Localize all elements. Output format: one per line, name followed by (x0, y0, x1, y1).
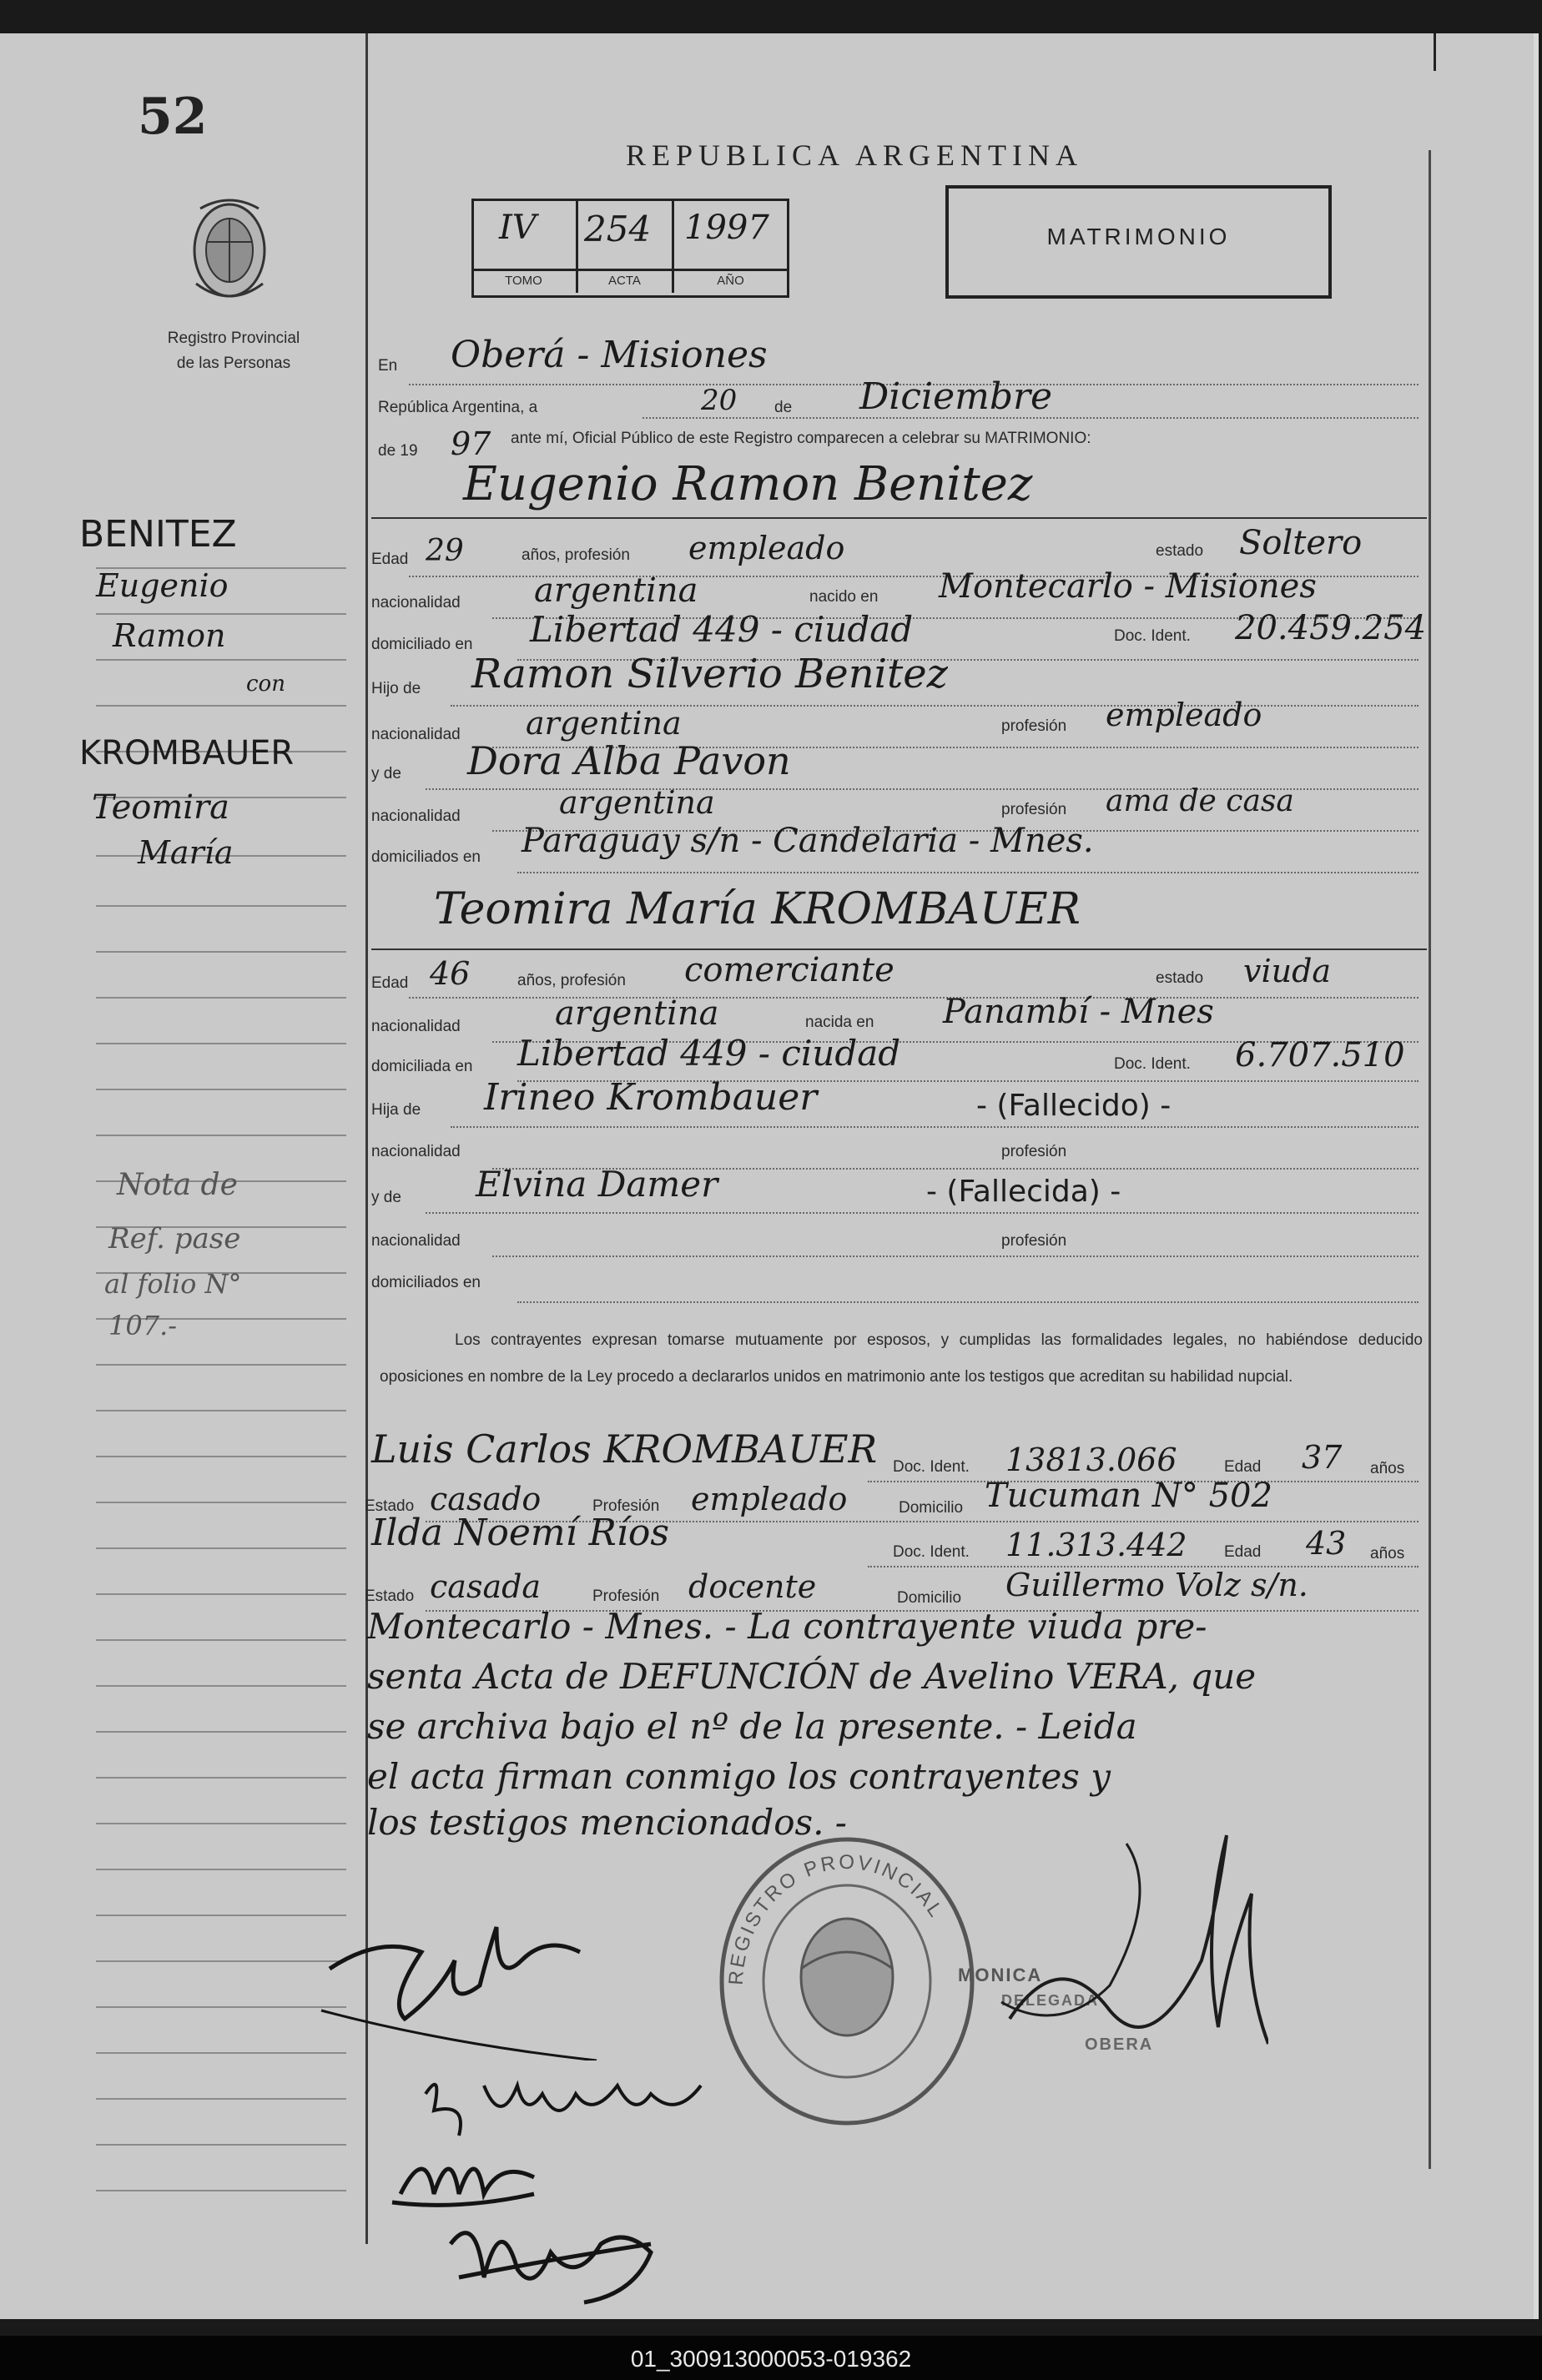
groom-doc: 20.459.254 (1235, 609, 1427, 647)
label-anos-profesion: años, profesión (517, 972, 626, 989)
acta-label: ACTA (608, 274, 641, 288)
groom-father-profession: empleado (1106, 697, 1262, 733)
tomo-label: TOMO (505, 274, 542, 288)
witness2-age: 43 (1306, 1525, 1347, 1562)
page-number: 52 (138, 88, 208, 146)
label-nacionalidad: nacionalidad (371, 1018, 461, 1035)
margin-name-groom-a: Eugenio (96, 567, 229, 604)
label-y-de: y de (371, 765, 401, 782)
right-border (1429, 150, 1431, 2169)
bride-mother-note: - (Fallecida) - (926, 1175, 1121, 1209)
label-estado: Estado (365, 1497, 415, 1515)
groom-mother: Dora Alba Pavon (467, 738, 791, 783)
officer-signature-icon (993, 1810, 1268, 2094)
label-nacida-en: nacida en (805, 1014, 874, 1031)
witness2-doc: 11.313.442 (1005, 1527, 1187, 1563)
bride-status: viuda (1243, 953, 1332, 989)
label-estado: Estado (365, 1588, 415, 1605)
groom-status: Soltero (1239, 524, 1363, 562)
label-anos: años (1370, 1460, 1405, 1477)
label-profesion: Profesión (592, 1588, 660, 1605)
bride-nationality: argentina (555, 994, 719, 1033)
label-de-19: de 19 (378, 442, 418, 460)
place: Oberá - Misiones (451, 334, 768, 376)
witness1-age: 37 (1302, 1439, 1343, 1476)
witness2-profession: docente (688, 1568, 817, 1605)
witness1-name: Luis Carlos KROMBAUER (371, 1426, 878, 1472)
closing-line-1: Montecarlo - Mnes. - La contrayente viuda pre- (367, 1606, 1207, 1647)
witness1-address: Tucuman N° 502 (985, 1477, 1272, 1515)
label-domiciliado-en: domiciliado en (371, 636, 473, 653)
label-domicilio: Domicilio (899, 1499, 964, 1517)
margin-surname-bride: KROMBAUER (79, 734, 295, 772)
stamp-city: OBERA (1085, 2035, 1154, 2054)
groom-name: Eugenio Ramon Benitez (463, 457, 1033, 511)
stamp-name: MONICA (958, 1965, 1043, 1985)
label-anos: años (1370, 1545, 1405, 1562)
label-doc-ident: Doc. Ident. (893, 1458, 970, 1476)
registry-seal-icon (709, 1827, 985, 2136)
bride-father-note: - (Fallecido) - (976, 1089, 1172, 1123)
label-profesion: profesión (1001, 1232, 1067, 1250)
label-edad: Edad (371, 551, 409, 568)
label-hijo-de: Hijo de (371, 680, 421, 697)
label-hija-de: Hija de (371, 1101, 421, 1119)
witness2-address: Guillermo Volz s/n. (1005, 1567, 1308, 1603)
witness1-doc: 13813.066 (1005, 1442, 1177, 1478)
bride-father: Irineo Krombauer (484, 1076, 818, 1119)
groom-father-nationality: argentina (526, 705, 682, 742)
label-edad: Edad (1224, 1458, 1262, 1476)
registry-line2: de las Personas (176, 355, 291, 372)
country-title: REPUBLICA ARGENTINA (626, 138, 1084, 172)
tomo-value: IV (499, 209, 537, 247)
groom-mother-nationality: argentina (559, 784, 715, 821)
label-anos-profesion: años, profesión (522, 546, 630, 564)
right-edge-line (1434, 33, 1436, 71)
label-domiciliados-en: domiciliados en (371, 848, 481, 866)
acta-value: 254 (584, 209, 652, 249)
label-profesion: profesión (1001, 1143, 1067, 1160)
margin-con: con (246, 672, 285, 697)
record-type: MATRIMONIO (1046, 224, 1231, 249)
label-profesion: profesión (1001, 801, 1067, 818)
label-doc-ident: Doc. Ident. (893, 1543, 970, 1561)
bride-profession: comerciante (684, 951, 894, 989)
label-profesion: profesión (1001, 717, 1067, 735)
groom-profession: empleado (688, 530, 845, 566)
label-estado: estado (1156, 969, 1204, 987)
groom-father: Ramon Silverio Benitez (471, 651, 948, 697)
declaration-text: Los contrayentes expresan tomarse mutuamente por esposos, y cumplidas las formalidades legales, no habiéndose deducido oposiciones en nombre de la Ley procedo a declararlos unidos en matrimonio ante los testigos que acreditan su habilidad nupcial. (380, 1331, 1423, 1386)
bride-birthplace: Panambí - Mnes (943, 993, 1214, 1031)
margin-name-groom-b: Ramon (113, 617, 226, 654)
bride-age: 46 (430, 955, 471, 992)
stamp-title: DELEGADA (1001, 1992, 1100, 2009)
groom-nationality: argentina (534, 571, 698, 610)
label-republica: República Argentina, a (378, 399, 538, 416)
label-nacionalidad: nacionalidad (371, 1143, 461, 1160)
label-de: de (774, 399, 793, 416)
witness2-signature-icon (434, 2194, 684, 2311)
groom-signature-icon (313, 1910, 630, 2060)
image-id: 01_300913000053-019362 (630, 2346, 912, 2372)
margin-note-4: 107.- (108, 1310, 178, 1341)
bride-name: Teomira María KROMBAUER (434, 884, 1081, 934)
label-y-de: y de (371, 1189, 401, 1206)
label-profesion: Profesión (592, 1497, 660, 1515)
label-en: En (378, 357, 398, 375)
witness2-name: Ilda Noemí Ríos (371, 1512, 669, 1554)
margin-name-bride-b: María (138, 834, 234, 871)
label-edad: Edad (371, 974, 409, 992)
margin-note-1: Nota de (117, 1168, 238, 1202)
bride-address: Libertad 449 - ciudad (517, 1033, 901, 1074)
bride-mother: Elvina Damer (476, 1164, 718, 1205)
margin-note-2: Ref. pase (108, 1222, 241, 1255)
label-doc-ident: Doc. Ident. (1114, 1055, 1191, 1073)
label-domiciliados-en: domiciliados en (371, 1274, 481, 1291)
seal-text: REGISTRO PROVINCIAL (724, 1850, 949, 1986)
label-ante: ante mí, Oficial Público de este Registro comparecen a celebrar su MATRIMONIO: (511, 430, 1091, 447)
closing-line-3: se archiva bajo el nº de la presente. - Leida (367, 1706, 1137, 1747)
closing-line-5: los testigos mencionados. - (367, 1802, 847, 1843)
label-estado: estado (1156, 542, 1204, 560)
witness1-status: casado (430, 1481, 542, 1517)
label-doc-ident: Doc. Ident. (1114, 627, 1191, 645)
groom-address: Libertad 449 - ciudad (530, 609, 914, 650)
coat-of-arms-icon (179, 192, 280, 309)
label-nacido-en: nacido en (809, 588, 879, 606)
label-edad: Edad (1224, 1543, 1262, 1561)
label-nacionalidad: nacionalidad (371, 808, 461, 825)
bride-doc: 6.707.510 (1235, 1036, 1405, 1074)
label-nacionalidad: nacionalidad (371, 726, 461, 743)
month: Diciembre (859, 375, 1053, 418)
groom-birthplace: Montecarlo - Misiones (939, 567, 1317, 606)
year: 97 (451, 425, 491, 462)
margin-note-3: al folio N° (104, 1268, 242, 1300)
label-nacionalidad: nacionalidad (371, 1232, 461, 1250)
groom-age: 29 (426, 534, 464, 568)
margin-surname-groom: BENITEZ (79, 513, 237, 556)
label-domicilio: Domicilio (897, 1589, 962, 1607)
ano-label: AÑO (717, 274, 744, 288)
registry-line1: Registro Provincial (167, 330, 300, 347)
label-nacionalidad: nacionalidad (371, 594, 461, 611)
day: 20 (701, 384, 738, 417)
groom-parents-address: Paraguay s/n - Candelaria - Mnes. (522, 822, 1094, 860)
margin-name-bride-a: Teomira (92, 788, 230, 827)
label-domiciliada-en: domiciliada en (371, 1058, 473, 1075)
ano-value: 1997 (684, 209, 769, 247)
closing-line-4: el acta firman conmigo los contrayentes y (367, 1756, 1111, 1797)
closing-line-2: senta Acta de DEFUNCIÓN de Avelino VERA, que (367, 1656, 1257, 1697)
witness2-status: casada (430, 1568, 542, 1605)
groom-mother-profession: ama de casa (1106, 784, 1294, 818)
witness1-profession: empleado (691, 1481, 848, 1517)
